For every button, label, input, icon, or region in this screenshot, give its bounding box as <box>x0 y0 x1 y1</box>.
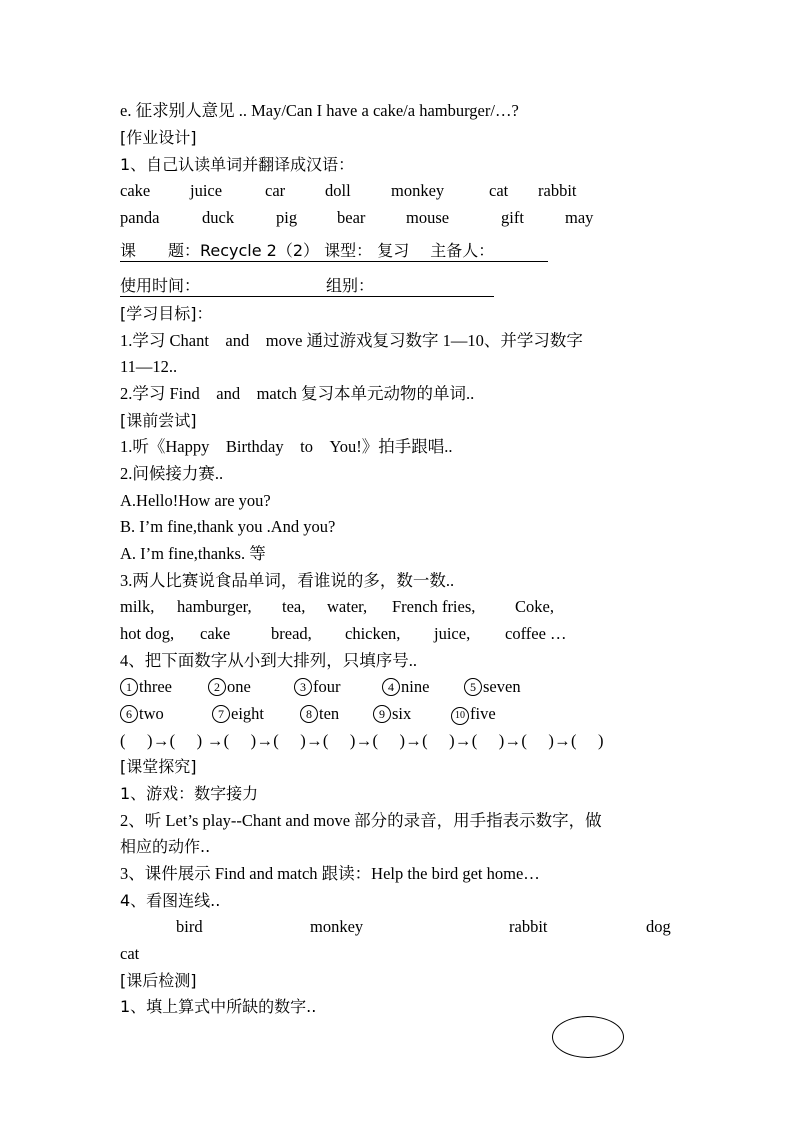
word: bird <box>176 917 203 936</box>
number-item: 9 six <box>373 704 411 724</box>
text-line: 3.两人比赛说食品单词，看谁说的多，数一数.. <box>120 571 455 590</box>
circled-number: 8 <box>300 705 318 723</box>
page-number-oval <box>552 1016 624 1058</box>
word: monkey <box>391 181 445 200</box>
word: hamburger, <box>177 597 252 616</box>
word: gift <box>501 208 524 227</box>
circled-number: 7 <box>212 705 230 723</box>
circled-number: 10 <box>451 707 469 725</box>
circled-number: 3 <box>294 678 312 696</box>
word: cat <box>120 944 140 963</box>
word: dog <box>646 917 671 936</box>
circled-number: 9 <box>373 705 391 723</box>
number-item: 10 five <box>451 704 496 725</box>
word: coffee … <box>505 624 567 643</box>
word: doll <box>325 181 351 200</box>
word: water, <box>327 597 368 616</box>
word: cake <box>120 181 151 200</box>
text-line: 4、看图连线.. <box>120 891 221 910</box>
word: monkey <box>310 917 364 936</box>
text-line: 11—12.. <box>120 357 178 376</box>
text-line: 1.学习 Chant and move 通过游戏复习数字 1—10、并学习数字 <box>120 331 583 350</box>
word: pig <box>276 208 298 227</box>
word: rabbit <box>538 181 577 200</box>
section-heading: [课堂探究] <box>120 757 197 776</box>
word: Coke, <box>515 597 554 616</box>
text-line: 1.听《Happy Birthday to You!》拍手跟唱.. <box>120 437 453 456</box>
word: cake <box>200 624 231 643</box>
text-line: 1、游戏：数字接力 <box>120 784 259 803</box>
section-heading: [学习目标]： <box>120 304 213 323</box>
section-heading: [课后检测] <box>120 971 197 990</box>
word: juice <box>190 181 223 200</box>
circled-number: 6 <box>120 705 138 723</box>
text-line: e. 征求别人意见 .. May/Can I have a cake/a hamburger/…? <box>120 101 519 120</box>
word: cat <box>489 181 509 200</box>
word: bear <box>337 208 366 227</box>
answer-blanks: ( )→( ) →( )→( )→( )→( )→( )→( )→( )→( ) <box>120 731 604 750</box>
circled-number: 4 <box>382 678 400 696</box>
text-line: 相应的动作.. <box>120 837 211 856</box>
word: rabbit <box>509 917 548 936</box>
section-heading: [作业设计] <box>120 128 197 147</box>
word: French fries, <box>392 597 476 616</box>
text-line: 4、把下面数字从小到大排列，只填序号.. <box>120 651 417 670</box>
number-item: 5 seven <box>464 677 521 697</box>
number-item: 7 eight <box>212 704 264 724</box>
section-heading: [课前尝试] <box>120 411 197 430</box>
word: juice, <box>434 624 471 643</box>
word: tea, <box>282 597 306 616</box>
text-line: 2.问候接力赛.. <box>120 464 224 483</box>
number-item: 4 nine <box>382 677 429 697</box>
dialogue-line: A. I’m fine,thanks. 等 <box>120 544 266 563</box>
word: car <box>265 181 286 200</box>
text-line: 2.学习 Find and match 复习本单元动物的单词.. <box>120 384 475 403</box>
word: hot dog, <box>120 624 175 643</box>
word: mouse <box>406 208 450 227</box>
circled-number: 2 <box>208 678 226 696</box>
text-line: 3、课件展示 Find and match 跟读：Help the bird get home… <box>120 864 540 883</box>
word: may <box>565 208 594 227</box>
number-item: 3 four <box>294 677 341 697</box>
number-item: 6 two <box>120 704 164 724</box>
number-item: 8 ten <box>300 704 339 724</box>
dialogue-line: A.Hello!How are you? <box>120 491 271 510</box>
text-line: 2、听 Let’s play--Chant and move 部分的录音，用手指表示数字，做 <box>120 811 602 830</box>
word: chicken, <box>345 624 401 643</box>
dialogue-line: B. I’m fine,thank you .And you? <box>120 517 336 536</box>
time-group-line: 使用时间： 组别： <box>120 276 494 297</box>
word: bread, <box>271 624 312 643</box>
text-line: 1、填上算式中所缺的数字.. <box>120 997 317 1016</box>
word: panda <box>120 208 160 227</box>
circled-number: 1 <box>120 678 138 696</box>
number-item: 2 one <box>208 677 251 697</box>
circled-number: 5 <box>464 678 482 696</box>
lesson-header: 课 题：Recycle 2（2） 课型： 复习 主备人： <box>120 241 548 262</box>
text-line: 1、自己认读单词并翻译成汉语： <box>120 155 355 174</box>
word: duck <box>202 208 235 227</box>
word: milk, <box>120 597 155 616</box>
number-item: 1 three <box>120 677 172 697</box>
